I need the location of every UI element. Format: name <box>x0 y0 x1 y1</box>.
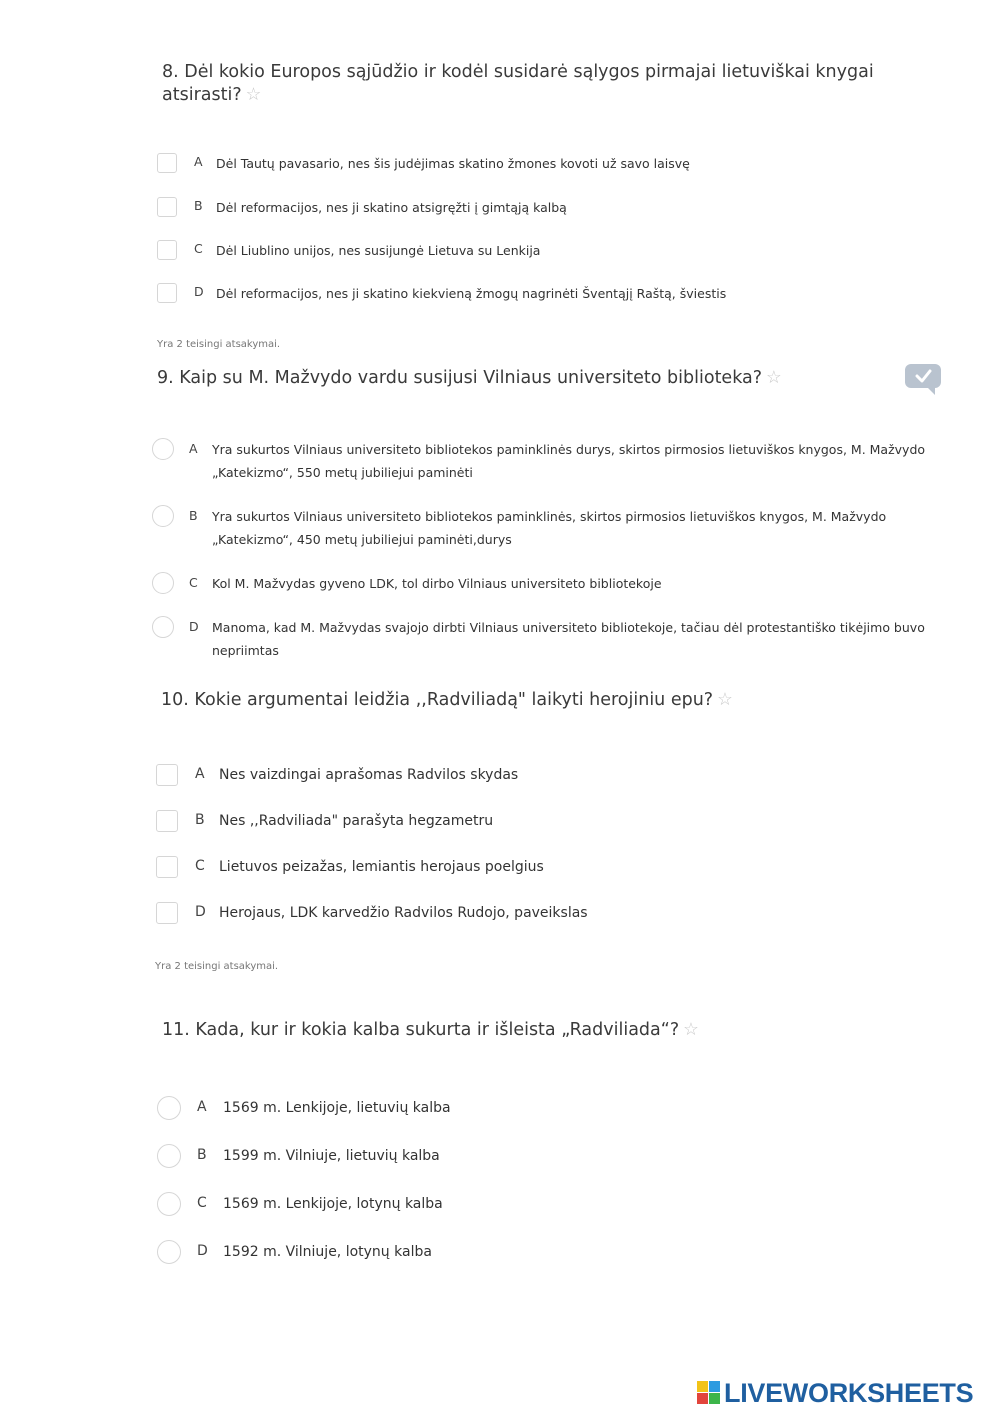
option-letter: C <box>189 575 198 590</box>
option-text-line2: nepriimtas <box>212 643 279 658</box>
logo-wordmark: LIVEWORKSHEETS <box>724 1378 974 1408</box>
question-11-title-text: 11. Kada, kur ir kokia kalba sukurta ir išleista „Radviliada“? <box>162 1020 680 1040</box>
checkbox[interactable] <box>156 810 178 832</box>
q10-option-b[interactable] <box>0 810 1000 834</box>
radio-button[interactable] <box>157 1096 181 1120</box>
q9-option-b[interactable] <box>0 505 1000 553</box>
question-8-title-line1: 8. Dėl kokio Europos sąjūdžio ir kodėl susidarė sąlygos pirmajai lietuviškai knygai <box>162 62 874 82</box>
option-letter: C <box>195 858 205 874</box>
option-letter: D <box>197 1243 208 1259</box>
q10-option-c[interactable] <box>0 856 1000 880</box>
option-text: Herojaus, LDK karvedžio Radvilos Rudojo, paveikslas <box>219 905 588 921</box>
option-text: Dėl Tautų pavasario, nes šis judėjimas skatino žmones kovoti už savo laisvę <box>216 156 690 171</box>
q9-option-d[interactable] <box>0 616 1000 664</box>
option-letter: D <box>189 619 199 634</box>
option-letter: B <box>189 508 198 523</box>
star-icon[interactable]: ☆ <box>245 85 262 105</box>
q11-option-b[interactable] <box>0 1144 1000 1168</box>
option-text: Lietuvos peizažas, lemiantis herojaus poelgius <box>219 859 544 875</box>
checkbox[interactable] <box>157 197 177 217</box>
option-text: 1592 m. Vilniuje, lotynų kalba <box>223 1244 432 1260</box>
q11-option-a[interactable] <box>0 1096 1000 1120</box>
comment-icon[interactable] <box>905 364 941 388</box>
checkbox[interactable] <box>157 283 177 303</box>
option-text-line1: Manoma, kad M. Mažvydas svajojo dirbti Vilniaus universiteto bibliotekoje, tačiau dėl protestantiško tikėjimo buvo <box>212 620 925 635</box>
radio-button[interactable] <box>152 616 174 638</box>
q8-option-d[interactable] <box>0 283 1000 307</box>
star-icon[interactable]: ☆ <box>683 1020 699 1040</box>
q11-option-d[interactable] <box>0 1240 1000 1264</box>
radio-button[interactable] <box>157 1192 181 1216</box>
q8-option-a[interactable] <box>0 153 1000 177</box>
option-letter: C <box>194 241 203 256</box>
option-letter: C <box>197 1195 207 1211</box>
option-letter: B <box>194 198 203 213</box>
option-letter: D <box>195 904 206 920</box>
option-letter: A <box>197 1099 207 1115</box>
question-8-title-line2: atsirasti? <box>162 85 242 105</box>
question-9-title-text: 9. Kaip su M. Mažvydo vardu susijusi Vilniaus universiteto biblioteka? <box>157 368 763 388</box>
option-text: Dėl reformacijos, nes ji skatino kiekvieną žmogų nagrinėti Šventąjį Raštą, šviestis <box>216 286 727 301</box>
radio-button[interactable] <box>152 438 174 460</box>
option-letter: B <box>195 812 205 828</box>
question-10-title-text: 10. Kokie argumentai leidžia ,,Radviliadą" laikyti herojiniu epu? <box>161 690 714 710</box>
option-text-line1: Kol M. Mažvydas gyveno LDK, tol dirbo Vilniaus universiteto bibliotekoje <box>212 576 662 591</box>
question-9-title <box>157 367 877 390</box>
checkbox[interactable] <box>157 153 177 173</box>
option-text-line2: „Katekizmo“, 550 metų jubiliejui paminėti <box>212 465 473 480</box>
option-letter: A <box>194 154 203 169</box>
option-text: Nes vaizdingai aprašomas Radvilos skydas <box>219 767 519 783</box>
q8-option-b[interactable] <box>0 197 1000 221</box>
logo-tile <box>697 1393 708 1404</box>
checkbox[interactable] <box>156 856 178 878</box>
star-icon[interactable]: ☆ <box>717 690 733 710</box>
checkbox[interactable] <box>157 240 177 260</box>
logo-tile <box>709 1393 720 1404</box>
option-text: Dėl Liublino unijos, nes susijungė Lietuva su Lenkija <box>216 243 541 258</box>
logo-tiles-icon <box>697 1381 721 1405</box>
radio-button[interactable] <box>152 505 174 527</box>
question-8-note: Yra 2 teisingi atsakymai. <box>157 339 281 350</box>
checkbox[interactable] <box>156 902 178 924</box>
option-text: 1569 m. Lenkijoje, lietuvių kalba <box>223 1100 451 1116</box>
option-text: 1569 m. Lenkijoje, lotynų kalba <box>223 1196 443 1212</box>
question-10-title <box>161 689 861 712</box>
option-text-line1: Yra sukurtos Vilniaus universiteto bibliotekos paminklinės durys, skirtos pirmosios lietuviškos knygos, M. Mažvydo <box>212 442 926 457</box>
logo-tile <box>709 1381 720 1392</box>
q8-option-c[interactable] <box>0 240 1000 264</box>
radio-button[interactable] <box>152 572 174 594</box>
option-letter: A <box>195 766 205 782</box>
question-10-note: Yra 2 teisingi atsakymai. <box>155 961 279 972</box>
radio-button[interactable] <box>157 1240 181 1264</box>
option-text-line1: Yra sukurtos Vilniaus universiteto bibliotekos paminklinės, skirtos pirmosios lietuviškos knygos, M. Mažvydo <box>212 509 887 524</box>
q9-option-c[interactable] <box>0 572 1000 596</box>
logo-tile <box>697 1381 708 1392</box>
q10-option-d[interactable] <box>0 902 1000 926</box>
q10-option-a[interactable] <box>0 764 1000 788</box>
question-11-title <box>162 1019 862 1042</box>
option-text: 1599 m. Vilniuje, lietuvių kalba <box>223 1148 440 1164</box>
q11-option-c[interactable] <box>0 1192 1000 1216</box>
option-letter: D <box>194 284 204 299</box>
star-icon[interactable]: ☆ <box>766 368 782 388</box>
checkbox[interactable] <box>156 764 178 786</box>
radio-button[interactable] <box>157 1144 181 1168</box>
option-text-line2: „Katekizmo“, 450 metų jubiliejui paminėti,durys <box>212 532 512 547</box>
option-text: Dėl reformacijos, nes ji skatino atsigręžti į gimtąją kalbą <box>216 200 567 215</box>
question-8-title <box>162 61 922 107</box>
option-letter: B <box>197 1147 207 1163</box>
option-text: Nes ,,Radviliada" parašyta hegzametru <box>219 813 494 829</box>
option-letter: A <box>189 441 198 456</box>
q9-option-a[interactable] <box>0 438 1000 486</box>
